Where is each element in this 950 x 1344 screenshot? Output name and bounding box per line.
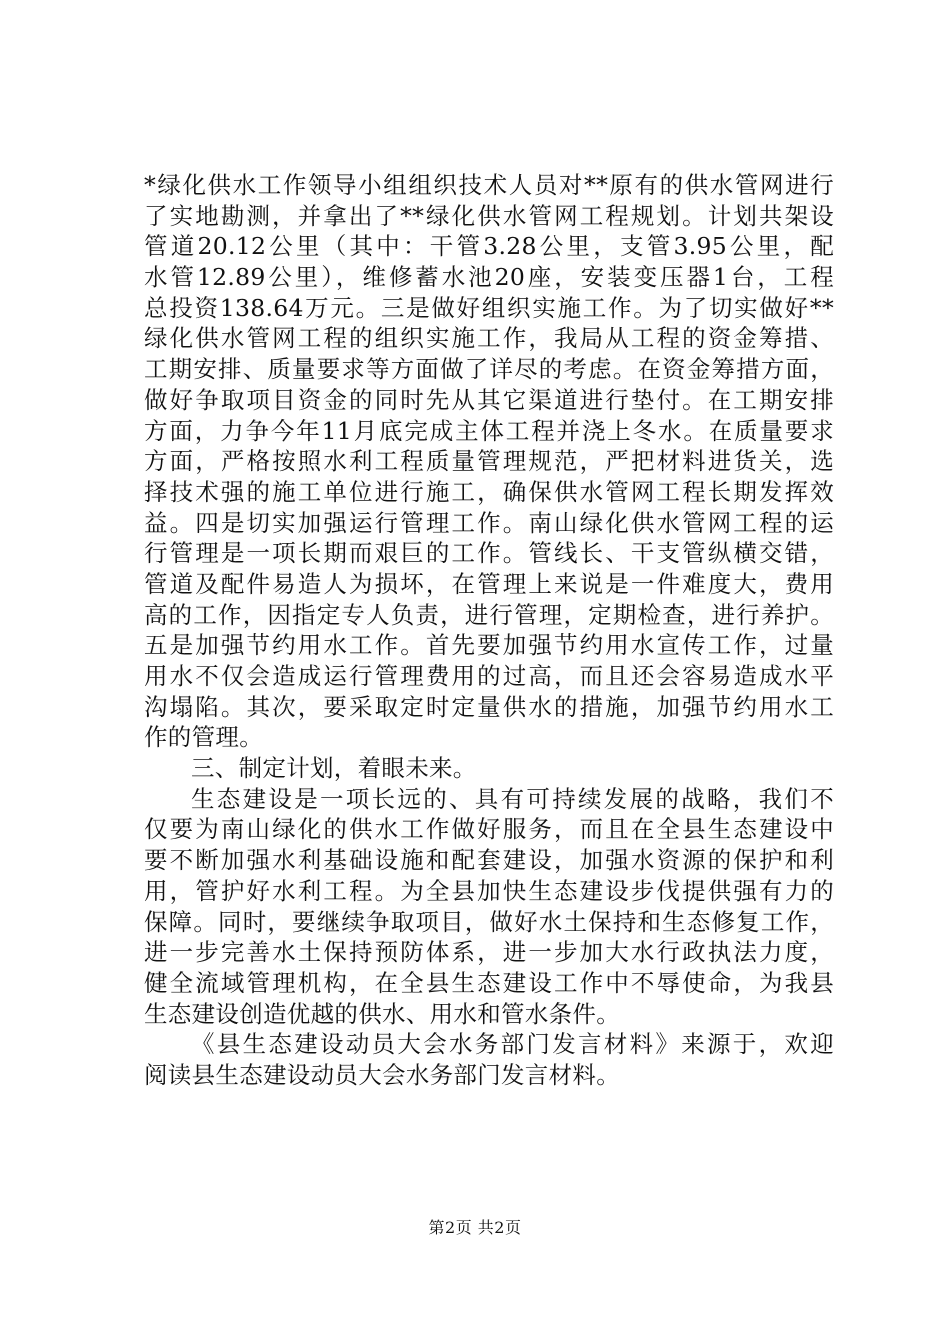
text-line: 了实地勘测，并拿出了**绿化供水管网工程规划。计划共架设	[144, 201, 834, 230]
text-line: 方面，严格按照水利工程质量管理规范，严把材料进货关，选	[144, 447, 834, 476]
text-line: 用，管护好水利工程。为全县加快生态建设步伐提供强有力的	[144, 876, 834, 905]
text-line: 三、制定计划，着眼未来。	[191, 754, 477, 783]
paragraph-ecology	[144, 784, 834, 1030]
page-footer	[0, 1215, 950, 1238]
text-line: 绿化供水管网工程的组织实施工作，我局从工程的资金筹措、	[144, 324, 834, 353]
text-line: 高的工作，因指定专人负责，进行管理，定期检查，进行养护。	[144, 600, 834, 629]
text-line: *绿化供水工作领导小组组织技术人员对**原有的供水管网进行	[144, 171, 834, 199]
text-line: 总投资138.64万元。三是做好组织实施工作。为了切实做好**	[144, 293, 834, 322]
text-line: 五是加强节约用水工作。首先要加强节约用水宣传工作，过量	[144, 631, 834, 660]
text-line: 益。四是切实加强运行管理工作。南山绿化供水管网工程的运	[144, 508, 834, 537]
text-line: 用水不仅会造成运行管理费用的过高，而且还会容易造成水平	[144, 662, 834, 690]
text-line: 管道20.12公里（其中：干管3.28公里，支管3.95公里，配	[144, 232, 834, 261]
section-heading	[144, 753, 834, 784]
text-line: 生态建设是一项长远的、具有可持续发展的战略，我们不	[191, 784, 834, 813]
text-line: 阅读县生态建设动员大会水务部门发言材料。	[144, 1060, 620, 1089]
paragraph-source	[144, 1029, 834, 1090]
text-line: 《县生态建设动员大会水务部门发言材料》来源于，欢迎	[191, 1030, 834, 1059]
text-line: 做好争取项目资金的同时先从其它渠道进行垫付。在工期安排	[144, 385, 834, 414]
text-line: 水管12.89公里），维修蓄水池20座，安装变压器1台，工程	[144, 263, 834, 292]
text-line: 择技术强的施工单位进行施工，确保供水管网工程长期发挥效	[144, 477, 834, 506]
page-number: 第2页 共2页	[428, 1218, 522, 1237]
text-line: 行管理是一项长期而艰巨的工作。管线长、干支管纵横交错，	[144, 539, 834, 568]
text-line: 作的管理。	[144, 723, 263, 752]
text-line: 保障。同时，要继续争取项目，做好水土保持和生态修复工作，	[144, 907, 834, 936]
text-line: 仅要为南山绿化的供水工作做好服务，而且在全县生态建设中	[144, 815, 834, 844]
text-line: 管道及配件易造人为损坏，在管理上来说是一件难度大，费用	[144, 569, 834, 598]
paragraph-continuation	[144, 170, 834, 753]
text-line: 工期安排、质量要求等方面做了详尽的考虑。在资金筹措方面，	[144, 355, 834, 384]
text-line: 健全流域管理机构，在全县生态建设工作中不辱使命，为我县	[144, 968, 834, 997]
text-line: 进一步完善水土保持预防体系，进一步加大水行政执法力度，	[144, 938, 834, 967]
text-line: 方面，力争今年11月底完成主体工程并浇上冬水。在质量要求	[144, 416, 834, 445]
text-line: 沟塌陷。其次，要采取定时定量供水的措施，加强节约用水工	[144, 692, 834, 721]
text-line: 要不断加强水利基础设施和配套建设，加强水资源的保护和利	[144, 846, 834, 875]
text-line: 生态建设创造优越的供水、用水和管水条件。	[144, 999, 620, 1028]
document-body	[144, 170, 834, 1091]
